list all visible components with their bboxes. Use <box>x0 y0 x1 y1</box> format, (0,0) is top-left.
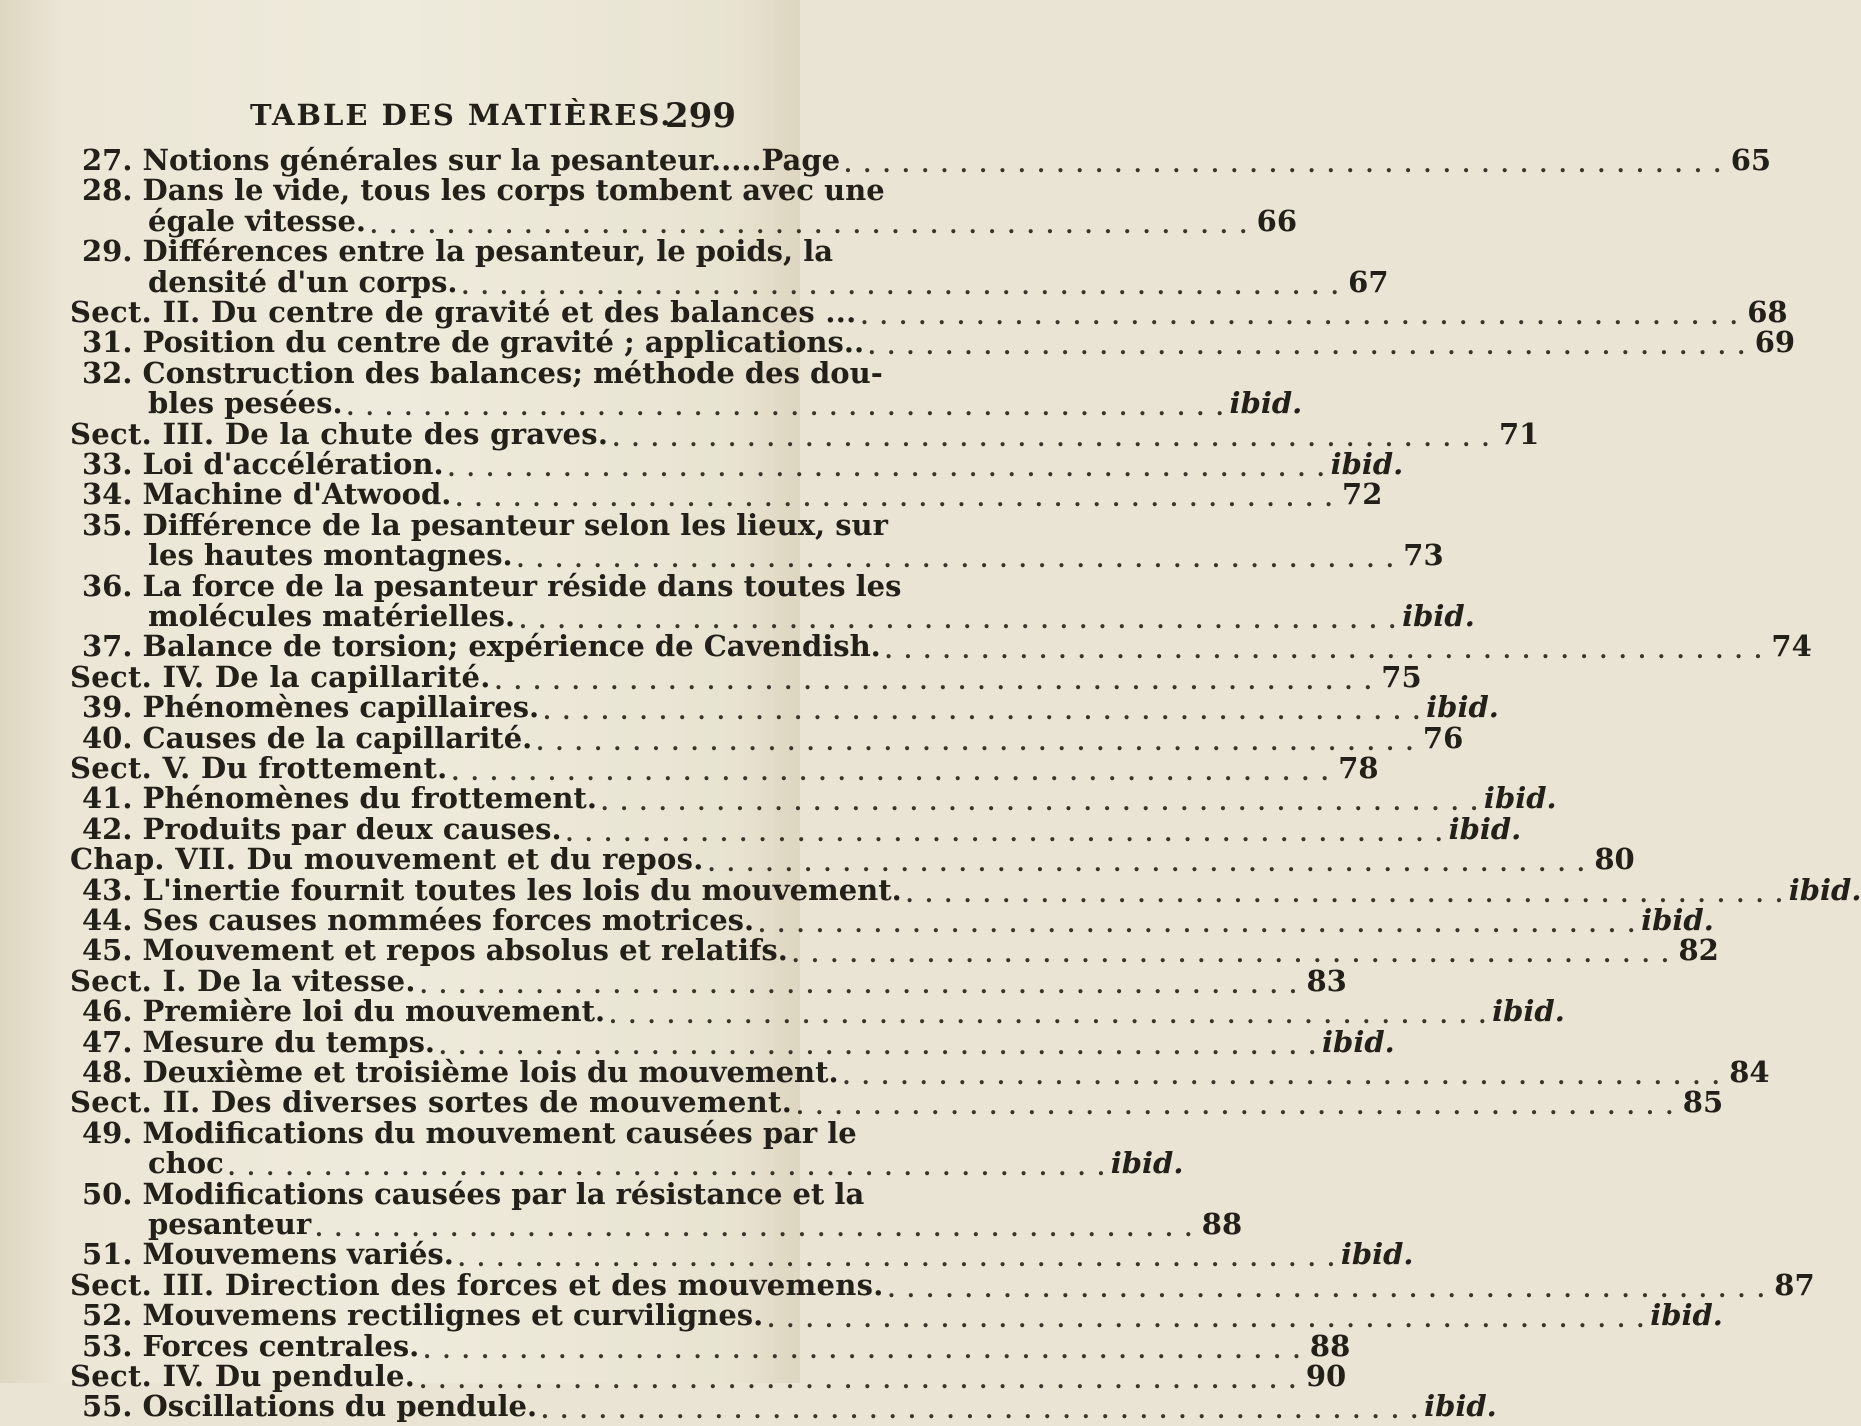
dot-leader: . . . . . . . . . . . . . . . . . . . . . . . . . . . . . . . . . . . . . . . . . . . . . . <box>370 212 1249 239</box>
dot-leader: . . . . . . . . . . . . . . . . . . . . . . . . . . . . . . . . . . . . . . . . . . . . . . <box>315 1216 1195 1242</box>
toc-entry-text: 37. Balance de torsion; expérience de Cavendish. <box>82 629 881 664</box>
toc-page-ref: 72 <box>1342 477 1383 512</box>
dot-leader: . . . . . . . . . . . . . . . . . . . . . . . . . . . . . . . . . . . . . . . . . . . . . . <box>791 942 1671 969</box>
dot-leader: . . . . . . . . . . . . . . . . . . . . . . . . . . . . . . . . . . . . . . . . . . . . . . <box>860 304 1740 330</box>
toc-entry-text: 47. Mesure du temps. <box>82 1024 436 1059</box>
toc-page-ref: ibid. <box>1330 447 1404 481</box>
toc-page-ref: 73 <box>1403 538 1444 573</box>
dot-leader: . . . . . . . . . . . . . . . . . . . . . . . . . . . . . . . . . . . . . . . . . . . . . . <box>227 1155 1107 1182</box>
toc-entry-text: Sect. III. Direction des forces et des mouvemens. <box>70 1267 884 1302</box>
toc-entry-text: les hautes montagnes. <box>148 538 513 573</box>
toc-entry-text: 35. Différence de la pesanteur selon les lieux, sur <box>82 507 888 542</box>
dot-leader: . . . . . . . . . . . . . . . . . . . . . . . . . . . . . . . . . . . . . . . . . . . . . . <box>346 395 1226 422</box>
toc-entry-text: 29. Différences entre la pesanteur, le poids, la <box>82 234 833 269</box>
running-title: TABLE DES MATIÈRES. <box>250 98 673 132</box>
dot-leader: . . . . . . . . . . . . . . . . . . . . . . . . . . . . . . . . . . . . . . . . . . . . . . <box>461 273 1341 300</box>
toc-entry-text: 48. Deuxième et troisième lois du mouvement. <box>82 1055 839 1089</box>
toc-entry-text: Sect. II. Des diverses sortes de mouvement. <box>70 1085 793 1120</box>
toc-entry-text: 34. Machine d'Atwood. <box>82 477 452 512</box>
dot-leader: . . . . . . . . . . . . . . . . . . . . . . . . . . . . . . . . . . . . . . . . . . . . . . <box>439 1033 1319 1060</box>
page-number: 299 <box>665 96 736 136</box>
dot-leader: . . . . . . . . . . . . . . . . . . . . . . . . . . . . . . . . . . . . . . . . . . . . . . <box>842 1064 1722 1090</box>
toc-entry-text: égale vitesse. <box>148 203 366 238</box>
toc-entry-text: Sect. II. Du centre de gravité et des balances ... <box>70 295 857 329</box>
dot-leader: . . . . . . . . . . . . . . . . . . . . . . . . . . . . . . . . . . . . . . . . . . . . . . <box>494 668 1374 695</box>
toc-entry-text: Sect. IV. De la capillarité. <box>70 659 491 694</box>
toc-page-ref: 85 <box>1682 1085 1724 1120</box>
toc-entry-text: 50. Modifications causées par la résistance et la <box>82 1176 865 1211</box>
toc-entry-text: 45. Mouvement et repos absolus et relatifs. <box>82 933 788 968</box>
toc-entry-text: 40. Causes de la capillarité. <box>82 720 533 755</box>
toc-page-ref: 69 <box>1754 325 1796 360</box>
dot-leader: . . . . . . . . . . . . . . . . . . . . . . . . . . . . . . . . . . . . . . . . . . . . . . <box>796 1094 1676 1121</box>
toc-entry-text: 42. Produits par deux causes. <box>82 811 562 846</box>
toc-page-ref: 82 <box>1678 933 1719 968</box>
toc-entry-text: 39. Phénomènes capillaires. <box>82 690 540 725</box>
dot-leader: . . . . . . . . . . . . . . . . . . . . . . . . . . . . . . . . . . . . . . . . . . . . . . <box>516 547 1396 574</box>
toc-page-ref: 68 <box>1747 295 1788 329</box>
dot-leader: . . . . . . . . . . . . . . . . . . . . . . . . . . . . . . . . . . . . . . . . . . . . . . <box>519 608 1399 634</box>
dot-leader: . . . . . . . . . . . . . . . . . . . . . . . . . . . . . . . . . . . . . . . . . . . . . . <box>543 699 1423 726</box>
toc-page-ref: 80 <box>1594 842 1635 877</box>
toc-page-ref: ibid. <box>1340 1237 1414 1272</box>
toc-page-ref: ibid. <box>1424 1389 1497 1424</box>
toc-entry-text: choc <box>148 1146 224 1181</box>
toc-page-ref: ibid. <box>1402 599 1475 633</box>
toc-entry-text: 36. La force de la pesanteur réside dans toutes les <box>82 568 902 603</box>
toc-entry-text: 51. Mouvemens variés. <box>82 1237 454 1272</box>
toc-page-ref: ibid. <box>1788 872 1861 907</box>
toc-page-ref: 75 <box>1381 659 1422 694</box>
toc-page-ref: ibid. <box>1322 1024 1395 1059</box>
dot-leader: . . . . . . . . . . . . . . . . . . . . . . . . . . . . . . . . . . . . . . . . . . . . . . <box>868 334 1748 361</box>
dot-leader: . . . . . . . . . . . . . . . . . . . . . . . . . . . . . . . . . . . . . . . . . . . . . . <box>600 790 1480 817</box>
toc-page-ref: 65 <box>1730 143 1772 177</box>
dot-leader: . . . . . . . . . . . . . . . . . . . . . . . . . . . . . . . . . . . . . . . . . . . . . . <box>905 881 1785 908</box>
dot-leader: . . . . . . . . . . . . . . . . . . . . . . . . . . . . . . . . . . . . . . . . . . . . . . <box>541 1398 1421 1425</box>
dot-leader: . . . . . . . . . . . . . . . . . . . . . . . . . . . . . . . . . . . . . . . . . . . . . . <box>451 760 1331 786</box>
toc-entry-text: Sect. I. De la vitesse. <box>70 963 416 998</box>
toc-entry-text: bles pesées. <box>148 386 343 421</box>
toc-entry-text: 46. Première loi du mouvement. <box>82 994 606 1029</box>
dot-leader: . . . . . . . . . . . . . . . . . . . . . . . . . . . . . . . . . . . . . . . . . . . . . . <box>419 1368 1299 1394</box>
toc-page-ref: 90 <box>1305 1359 1347 1393</box>
toc-page-ref: ibid. <box>1492 994 1565 1029</box>
toc-page-ref: 78 <box>1338 751 1379 785</box>
toc-page-ref: ibid. <box>1426 690 1499 725</box>
toc-page-ref: 83 <box>1306 963 1347 998</box>
toc-entry-text: 53. Forces centrales. <box>82 1328 420 1363</box>
dot-leader: . . . . . . . . . . . . . . . . . . . . . . . . . . . . . . . . . . . . . . . . . . . . . . <box>767 1307 1647 1334</box>
dot-leader: . . . . . . . . . . . . . . . . . . . . . . . . . . . . . . . . . . . . . . . . . . . . . . <box>844 152 1724 178</box>
toc-page-ref: 88 <box>1201 1207 1243 1241</box>
toc-entry-text: 49. Modifications du mouvement causées par le <box>82 1115 857 1150</box>
toc-entry-text: densité d'un corps. <box>148 264 458 299</box>
toc-entry-text: 52. Mouvemens rectilignes et curvilignes. <box>82 1298 764 1333</box>
dot-leader: . . . . . . . . . . . . . . . . . . . . . . . . . . . . . . . . . . . . . . . . . . . . . . <box>536 729 1416 756</box>
dot-leader: . . . . . . . . . . . . . . . . . . . . . . . . . . . . . . . . . . . . . . . . . . . . . . <box>457 1246 1337 1273</box>
toc-entry-text: 55. Oscillations du pendule. <box>82 1389 538 1424</box>
dot-leader: . . . . . . . . . . . . . . . . . . . . . . . . . . . . . . . . . . . . . . . . . . . . . . <box>758 912 1638 938</box>
toc-page-ref: ibid. <box>1650 1298 1723 1333</box>
toc-entry-text: 32. Construction des balances; méthode des dou- <box>82 355 883 390</box>
toc-entry-text: 27. Notions générales sur la pesanteur.....Page <box>82 143 841 177</box>
toc-entry-line <box>82 1386 1497 1426</box>
dot-leader: . . . . . . . . . . . . . . . . . . . . . . . . . . . . . . . . . . . . . . . . . . . . . . <box>565 820 1445 847</box>
toc-entry-text: 44. Ses causes nommées forces motrices. <box>82 903 755 937</box>
dot-leader: . . . . . . . . . . . . . . . . . . . . . . . . . . . . . . . . . . . . . . . . . . . . . . <box>447 456 1327 482</box>
toc-page-ref: ibid. <box>1110 1146 1184 1181</box>
toc-page-ref: ibid. <box>1448 811 1522 846</box>
dot-leader: . . . . . . . . . . . . . . . . . . . . . . . . . . . . . . . . . . . . . . . . . . . . . . <box>612 425 1492 452</box>
toc-page-ref: ibid. <box>1483 781 1557 816</box>
toc-page-ref: ibid. <box>1641 903 1714 937</box>
toc-page-ref: 74 <box>1771 629 1812 664</box>
toc-page-ref: 76 <box>1422 720 1464 755</box>
toc-entry-text: 28. Dans le vide, tous les corps tombent avec une <box>82 173 885 208</box>
toc-entry-text: Sect. IV. Du pendule. <box>70 1359 416 1393</box>
toc-page-ref: 67 <box>1348 264 1389 299</box>
toc-entry-text: 31. Position du centre de gravité ; applications.. <box>82 325 865 360</box>
toc-entry-text: Sect. III. De la chute des graves. <box>70 416 609 451</box>
dot-leader: . . . . . . . . . . . . . . . . . . . . . . . . . . . . . . . . . . . . . . . . . . . . . . <box>884 638 1764 665</box>
toc-entry-text: Sect. V. Du frottement. <box>70 751 448 785</box>
dot-leader: . . . . . . . . . . . . . . . . . . . . . . . . . . . . . . . . . . . . . . . . . . . . . . <box>707 851 1587 878</box>
toc-entry-text: 43. L'inertie fournit toutes les lois du mouvement. <box>82 872 902 907</box>
dot-leader: . . . . . . . . . . . . . . . . . . . . . . . . . . . . . . . . . . . . . . . . . . . . . . <box>887 1276 1767 1303</box>
dot-leader: . . . . . . . . . . . . . . . . . . . . . . . . . . . . . . . . . . . . . . . . . . . . . . <box>423 1337 1303 1364</box>
toc-entry-text: Chap. VII. Du mouvement et du repos. <box>70 842 704 877</box>
toc-entry-text: molécules matérielles. <box>148 599 516 633</box>
toc-entry-text: 41. Phénomènes du frottement. <box>82 781 597 816</box>
toc-page-ref: 87 <box>1774 1267 1815 1302</box>
toc-page-ref: 66 <box>1256 203 1297 238</box>
toc-entry-text: 33. Loi d'accélération. <box>82 447 444 481</box>
dot-leader: . . . . . . . . . . . . . . . . . . . . . . . . . . . . . . . . . . . . . . . . . . . . . . <box>419 972 1299 999</box>
toc-page-ref: 88 <box>1309 1328 1351 1363</box>
dot-leader: . . . . . . . . . . . . . . . . . . . . . . . . . . . . . . . . . . . . . . . . . . . . . . <box>609 1003 1489 1030</box>
toc-page-ref: 84 <box>1729 1055 1770 1089</box>
toc-page-ref: 71 <box>1498 416 1540 451</box>
toc-page-ref: ibid. <box>1229 386 1303 421</box>
dot-leader: . . . . . . . . . . . . . . . . . . . . . . . . . . . . . . . . . . . . . . . . . . . . . . <box>455 486 1335 513</box>
toc-entry-text: pesanteur <box>148 1207 312 1241</box>
